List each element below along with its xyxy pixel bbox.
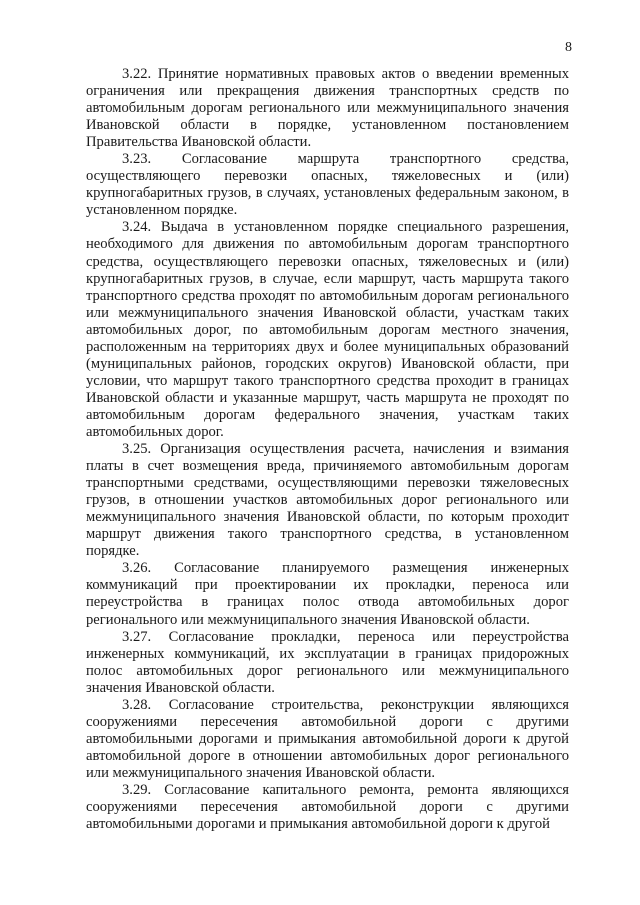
paragraph-3-24: 3.24. Выдача в установленном порядке специального разрешения, необходимого для движения по автомобильным дорогам транспортного средства, осуществляющего перевозки опасных, тяжеловесных и (или) крупногабаритных грузов, в случае, если маршрут, часть маршрута такого транспортного средства проходят по автомобильным дорогам регионального или межмуниципального значения Ивановской области, участкам таких автомобильных дорог, по автомобильным дорогам местного значения, расположенным на территориях двух и более муниципальных образований (муниципальных районов, городских округов) Ивановской области, при условии, что маршрут такого транспортного средства проходит в границах Ивановской области и указанные маршрут, часть маршрута не проходят по автомобильным дорогам федерального значения, участкам таких автомобильных дорог.: [86, 219, 569, 440]
paragraph-3-29: 3.29. Согласование капитального ремонта, ремонта являющихся сооружениями пересечения автомобильной дороги с другими автомобильными дорогами и примыкания автомобильной дороги к другой: [86, 781, 569, 833]
page-number: 8: [565, 40, 572, 55]
paragraph-3-23: 3.23. Согласование маршрута транспортного средства, осуществляющего перевозки опасных, тяжеловесных и (или) крупногабаритных грузов, в случаях, установленых федеральным законом, в установленном порядке.: [86, 151, 569, 219]
paragraph-3-28: 3.28. Согласование строительства, реконструкции являющихся сооружениями пересечения автомобильной дороги с другими автомобильными дорогами и примыкания автомобильной дороги к другой автомобильной дороге в отношении автомобильных дорог регионального или межмуниципального значения Ивановской области.: [86, 696, 569, 781]
document-body: [86, 66, 569, 833]
paragraph-3-25: 3.25. Организация осуществления расчета, начисления и взимания платы в счет возмещения вреда, причиняемого автомобильным дорогам транспортными средствами, осуществляющими перевозки тяжеловесных грузов, в отношении участков автомобильных дорог регионального или межмуниципального значения Ивановской области, по которым проходит маршрут движения такого транспортного средства, в установленном порядке.: [86, 441, 569, 560]
paragraph-3-27: 3.27. Согласование прокладки, переноса или переустройства инженерных коммуникаций, их эксплуатации в границах придорожных полос автомобильных дорог регионального или межмуниципального значения Ивановской области.: [86, 628, 569, 696]
paragraph-3-22: 3.22. Принятие нормативных правовых актов о введении временных ограничения или прекращения движения транспортных средств по автомобильным дорогам регионального или межмуниципального значения Ивановской области в порядке, установленном постановлением Правительства Ивановской области.: [86, 66, 569, 151]
paragraph-3-26: 3.26. Согласование планируемого размещения инженерных коммуникаций при проектировании их прокладки, переноса или переустройства в границах полос отвода автомобильных дорог регионального или межмуниципального значения Ивановской области.: [86, 560, 569, 628]
